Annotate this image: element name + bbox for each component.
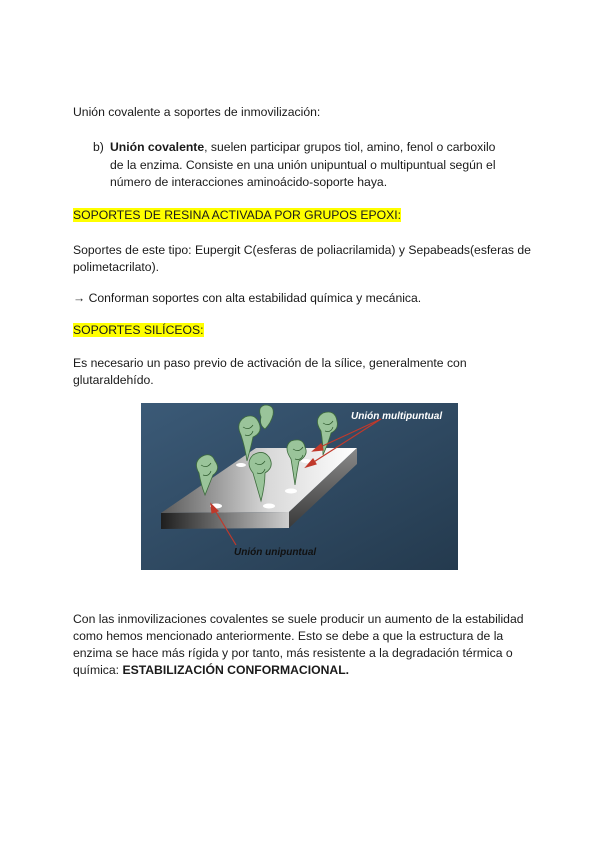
list-item-line-2: de la enzima. Consiste en una unión unipuntual o multipuntual según el — [110, 157, 496, 172]
conclusion-line-2: como hemos mencionado anteriormente. Esto se debe a que la estructura de la — [73, 629, 504, 643]
list-item-line-3: número de interacciones aminoácido-soporte haya. — [110, 175, 388, 189]
list-item-letter: b) — [93, 140, 104, 154]
heading-siliceos — [73, 322, 204, 339]
label-multipuntual: Unión multipuntual — [351, 411, 443, 422]
label-unipuntual: Unión unipuntual — [234, 547, 317, 558]
list-item-bold-term: Unión covalente — [110, 140, 205, 154]
conclusion-line-3: enzima se hace más rígida y por tanto, más resistente a la degradación térmica o — [73, 646, 513, 660]
siliceos-line-2: glutaraldehído. — [73, 373, 154, 387]
conclusion-pre: química: — [73, 663, 123, 677]
arrow-line: → Conforman soportes con alta estabilidad química y mecánica. — [73, 291, 422, 305]
list-item-rest: , suelen participar grupos tiol, amino, fenol o carboxilo — [204, 140, 496, 154]
conclusion-bold: ESTABILIZACIÓN CONFORMACIONAL. — [122, 663, 350, 677]
list-item-body — [110, 139, 540, 192]
intro-heading: Unión covalente a soportes de inmovilización: — [73, 105, 321, 119]
conclusion-line-4 — [73, 662, 349, 679]
list-item-line-1 — [110, 139, 540, 157]
heading-siliceos-text: SOPORTES SILÍCEOS: — [73, 323, 204, 337]
immobilization-figure — [141, 403, 458, 570]
epoxi-line-1: Soportes de este tipo: Eupergit C(esferas de poliacrilamida) y Sepabeads(esferas de — [73, 243, 531, 257]
conclusion-line-1: Con las inmovilizaciones covalentes se suele producir un aumento de la estabilidad — [73, 612, 524, 626]
heading-epoxi-text: SOPORTES DE RESINA ACTIVADA POR GRUPOS EPOXI: — [73, 208, 402, 222]
siliceos-line-1: Es necesario un paso previo de activación de la sílice, generalmente con — [73, 356, 467, 370]
heading-epoxi — [73, 207, 401, 224]
epoxi-line-2: polimetacrilato). — [73, 260, 160, 274]
